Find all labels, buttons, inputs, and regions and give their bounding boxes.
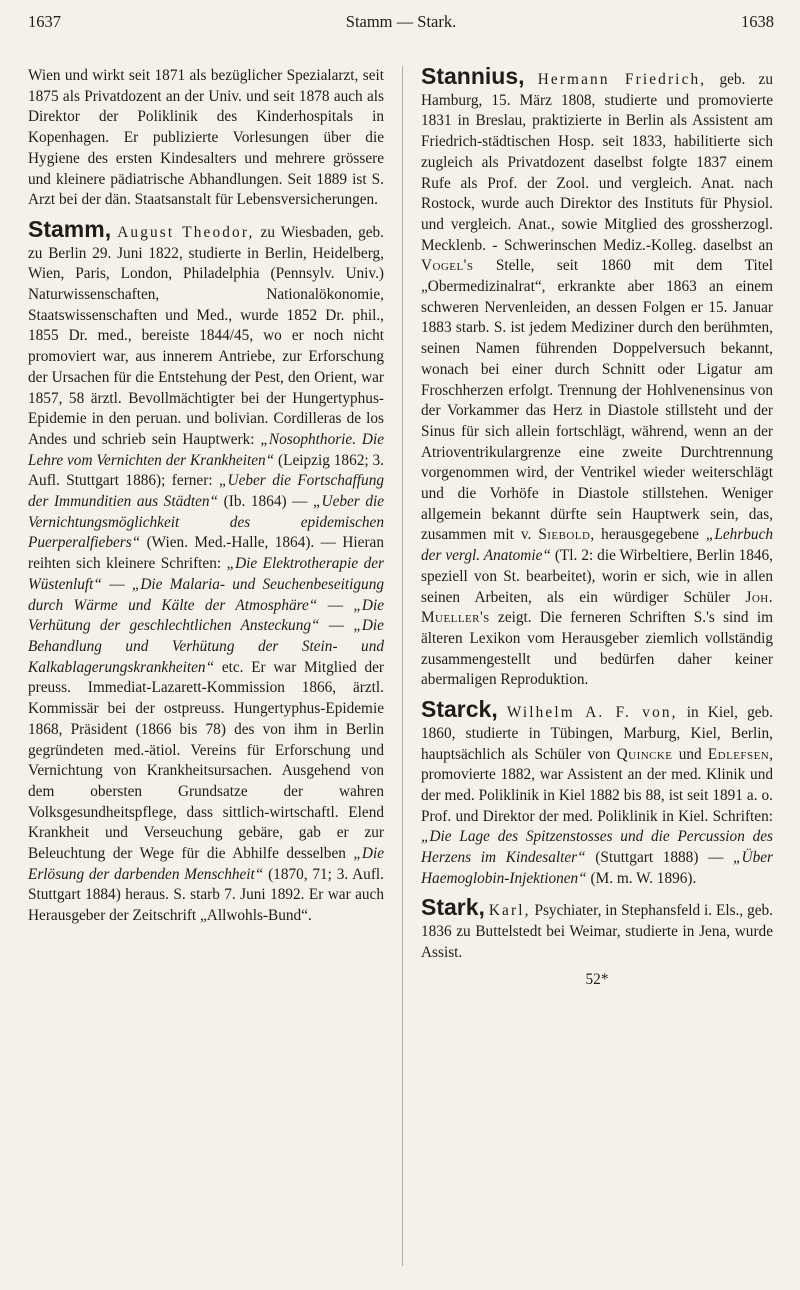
headword-starck: Starck, bbox=[421, 696, 498, 723]
person-name: Siebold bbox=[538, 526, 591, 544]
person-name: Quincke bbox=[616, 745, 673, 763]
work-title: „Die Behandlung und Verhütung der Stein- und Kalkablagerungskrankheiten“ bbox=[28, 617, 384, 676]
headword-stannius: Stannius, bbox=[421, 63, 525, 89]
entry-stannius: Stannius, Hermann Friedrich, geb. zu Hamburg, 15. März 1808, studierte und promovierte 1831 in Breslau, praktizierte in Berlin als Assistent am Friedrich-städtischen Hosp. seit 1833, habilitierte sich zugleich als Privatdozent daselbst folgte 1837 einem Rufe als Prof. der Zool. und vergleich. Anat. nach Rostock, wurde auch Direktor des Instituts für Physiol. und vergleich. Anat., sowie Mitglied des grossherzogl. Mecklenb. - Schwerinschen Mediz.-Kolleg. daselbst an Vogel's Stelle, seit 1860 mit dem Titel „Obermedizinalrat“, erkrankte aber 1863 an einem schweren Nervenleiden, an dessen Folgen er 15. Januar 1883 starb. S. ist jedem Mediziner durch den berühmten, seinen Namen führenden Doppelversuch bekannt, wonach bei einer durch Schnitt oder Ligatur am Froschherzen erfolgt. Trennung der Hohlvenensinus von der Vorkammer das Herz in Diastole stillsteht und der Sinus für sich allein fortschlägt, während, wenn an der Atrioventrikulargrenze eine zweite Durchtrennung vorgenommen wird, der Ventrikel wieder weiterschlägt und die Vorhöfe in Diastole stillstehen. Weniger allgemein bekannt dürfte sein Hauptwerk sein, das, zusammen mit v. Siebold, herausgegebene „Lehrbuch der vergl. Anatomie“ (Tl. 2: die Wirbeltiere, Berlin 1846, speziell von St. bearbeitet), worin er sich, wie in allen seinen Arbeiten, als ein würdiger Schüler Joh. Mueller's zeigt. Die ferneren Schriften S.'s sind im älteren Lexikon vom Herausgeber ziemlich vollständig zusammengestellt und bedürfen daher keiner abermaligen Reproduktion. bbox=[421, 63, 774, 689]
entry-starck: Starck, Wilhelm A. F. von, in Kiel, geb. 1860, studierte in Tübingen, Marburg, Kiel, Berlin, hauptsächlich als Schüler von Quincke und Edlefsen, promovierte 1882, war Assistent an der med. Klinik und der med. Poliklinik in Kiel 1882 bis 88, ist seit 1891 a. o. Prof. und Direktor der med. Poliklinik in Kiel. Schriften: „Die Lage des Spitzenstosses und die Percussion des Herzens im Kindesalter“ (Stuttgart 1888) — „Über Haemoglobin-Injektionen“ (M. m. W. 1896). bbox=[421, 696, 774, 887]
running-header bbox=[28, 12, 774, 38]
continued-entry-text: Wien und wirkt seit 1871 als bezüglicher Spezialarzt, seit 1875 als Privatdozent an der Univ. und seit 1878 auch als Direktor der Poliklinik des Kinderhospitals in Kopenhagen. Er publizierte Vorlesungen über die Hygiene des ersten Kindesalters und mehrere grössere und kleinere pädiatrische Abhandlungen. Seit 1889 ist S. Arzt bei der dän. Staatsanstalt für Lebensversicherungen. bbox=[28, 67, 384, 209]
right-column bbox=[421, 63, 774, 990]
headword-stark: Stark, bbox=[421, 894, 485, 921]
signature-mark: 52* bbox=[585, 970, 609, 988]
work-title: „Die Erlösung der darbenden Menschheit“ bbox=[28, 845, 384, 883]
entry-name: Hermann Friedrich, bbox=[537, 71, 707, 88]
entry-name: Wilhelm A. F. von, bbox=[506, 704, 678, 722]
work-title: „Lehrbuch der vergl. Anatomie“ bbox=[421, 526, 774, 565]
running-title: Stamm — Stark. bbox=[345, 12, 457, 31]
person-name: Joh. Mueller's bbox=[421, 588, 773, 627]
column-divider bbox=[402, 66, 403, 1266]
work-title: „Über Haemoglobin-Injektionen“ bbox=[421, 849, 773, 887]
left-column bbox=[28, 66, 384, 927]
work-title: „Ueber die Vernichtungsmöglichkeit des epidemischen Puerperalfiebers“ bbox=[28, 493, 385, 552]
person-name: Vogel's bbox=[421, 257, 474, 275]
headword-stamm: Stamm, bbox=[28, 215, 112, 242]
page-number-left: 1637 bbox=[28, 12, 61, 31]
entry-stark: Stark, Karl, Psychiater, in Stephansfeld i. Els., geb. 1836 zu Buttelstedt bei Weimar, studierte in Jena, wurde Assist. bbox=[421, 894, 773, 961]
work-title: „Die Elektrotherapie der Wüstenluft“ bbox=[28, 555, 384, 593]
work-title: „Nosophthorie. Die Lehre vom Vernichten der Krankheiten“ bbox=[28, 430, 384, 469]
entry-name: Karl, bbox=[488, 902, 531, 920]
work-title: „Die Lage des Spitzenstosses und die Percussion des Herzens im Kindesalter“ bbox=[421, 828, 773, 867]
entry-name: August Theodor, bbox=[117, 223, 255, 241]
person-name: Edlefsen bbox=[707, 745, 770, 763]
work-title: „Die Verhütung der geschlechtlichen Ansteckung“ bbox=[28, 596, 384, 635]
work-title: „Die Malaria- und Seuchenbeseitigung durch Wärme und Kälte der Atmosphäre“ bbox=[28, 575, 385, 614]
work-title: „Ueber die Fortschaffung der Immunditien aus Städten“ bbox=[28, 472, 384, 511]
entry-stamm: Stamm, August Theodor, zu Wiesbaden, geb. zu Berlin 29. Juni 1822, studierte in Berlin, Heidelberg, Wien, Paris, London, Philadelphia (Pennsylv. Univ.) Naturwissenschaften, Nationalökonomie, Staatswissenschaften und Med., wurde 1852 Dr. phil., 1855 Dr. med., bereiste 1844/45, wo er noch nicht promoviert war, aus innerem Antriebe, zur Erforschung der Ursachen für die Entstehung der Pest, den Orient, war 1857, 58 ärztl. Bevollmächtigter bei der Hungertyphus-Epidemie in den peruan. und bolivian. Cordilleras de los Andes und schrieb sein Hauptwerk: „Nosophthorie. Die Lehre vom Vernichten der Krankheiten“ (Leipzig 1862; 3. Aufl. Stuttgart 1886); ferner: „Ueber die Fortschaffung der Immunditien aus Städten“ (Ib. 1864) — „Ueber die Vernichtungsmöglichkeit des epidemischen Puerperalfiebers“ (Wien. Med.-Halle, 1864). — Hieran reihten sich kleinere Schriften: „Die Elektrotherapie der Wüstenluft“ — „Die Malaria- und Seuchenbeseitigung durch Wärme und Kälte der Atmosphäre“ — „Die Verhütung der geschlechtlichen Ansteckung“ — „Die Behandlung und Verhütung der Stein- und Kalkablagerungskrankheiten“ etc. Er war Mitglied der preuss. Immediat-Lazarett-Kommission 1866, ärztl. Kommissär bei der ostpreuss. Hungertyphus-Epidemie 1868, Präsident (1866 bis 78) des von ihm in Berlin gegründeten med.-ätiol. Vereins für Erforschung und Vernichtung von Krankheitsursachen. Ausgehend von dem obersten Grundsatze der wahren Volksgesundheitspflege, dass sittlich-wirtschaftl. Elend Krankheit und Verseuchung gebäre, gab er zur Beleuchtung der Wege für die Abhilfe desselben „Die Erlösung der darbenden Menschheit“ (1870, 71; 3. Aufl. Stuttgart 1884) heraus. S. starb 7. Juni 1892. Er war auch Herausgeber der Zeitschrift „Allwohls-Bund“. bbox=[28, 215, 385, 925]
page-number-right: 1638 bbox=[741, 12, 774, 31]
